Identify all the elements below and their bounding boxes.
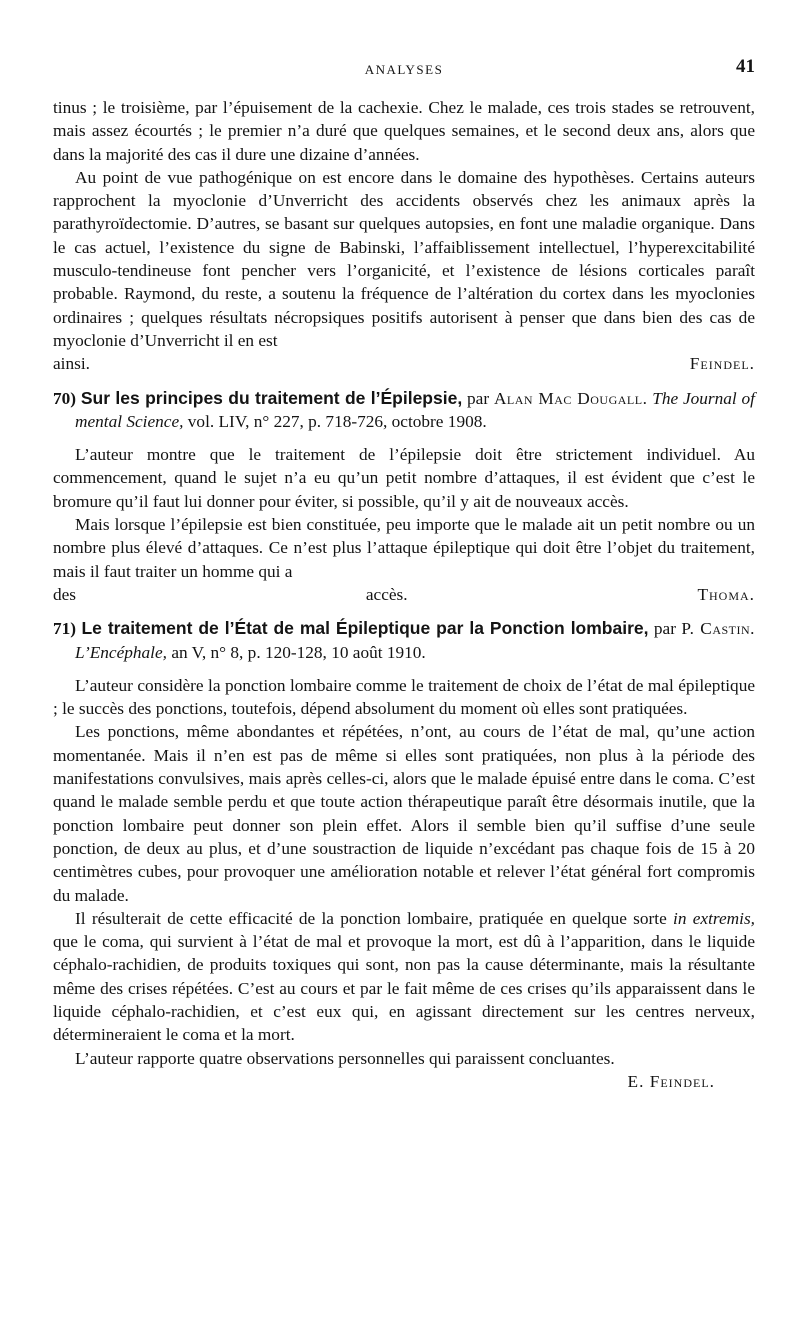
article-title: Le traitement de l’État de mal Épileptique par la Ponction lombaire, bbox=[81, 618, 649, 639]
page bbox=[53, 56, 755, 1093]
paragraph-last-word: ainsi. bbox=[53, 354, 90, 374]
latin-phrase: in extremis, bbox=[673, 908, 755, 928]
paragraph: L’auteur montre que le traitement de l’épilepsie doit être strictement individuel. Au commencement, quand le sujet n’a eu qu’un petit nombre d’attaques, il est évident que c’est le bromure qu’il faut lui donner pour éviter, si possible, qu’il y ait de nouveaux accès. bbox=[53, 445, 755, 511]
running-title: ANALYSES bbox=[364, 62, 444, 77]
article-author: P. Castin. bbox=[681, 619, 755, 639]
article-author: Alan Mac Dougall. bbox=[493, 388, 648, 408]
journal-name: The Journal of mental Science, bbox=[75, 388, 755, 431]
signature: Feindel. bbox=[689, 354, 755, 374]
paragraph bbox=[53, 907, 755, 1047]
paragraph: Mais lorsque l’épilepsie est bien constituée, peu importe que le malade ait un petit nombre ou un nombre plus élevé d’attaques. Ce n’est plus l’attaque épileptique qui doit être l’objet du traitement, mais il faut traiter un homme qui a bbox=[53, 515, 755, 581]
journal-reference: vol. LIV, n° 227, p. 718-726, octobre 1908. bbox=[187, 411, 487, 431]
paragraph: L’auteur considère la ponction lombaire comme le traitement de choix de l’état de mal épileptique ; le succès des ponctions, toutefois, dépend absolument du moment où elles sont pratiquées. bbox=[53, 675, 755, 719]
article-entry-70 bbox=[53, 387, 755, 434]
paragraph-end-with-signature bbox=[53, 352, 755, 375]
signature: E. Feindel. bbox=[627, 1071, 715, 1091]
signature: Thoma. bbox=[697, 584, 755, 604]
entry-number: 70) bbox=[53, 388, 77, 408]
paragraph: Les ponctions, même abondantes et répétées, n’ont, au cours de l’état de mal, qu’une action momentanée. Mais il n’en est pas de même si elles sont pratiquées, non plus à la période des manifestations convulsives, mais après celles-ci, alors que le malade épuisé entre dans le coma. C’est quand le malade semble perdu et que toute action thérapeutique paraît être désormais inutile, que la ponction lombaire peut donner son plein effet. Alors il semble bien qu’il suffise d’une seule ponction, de deux au plus, et d’une soustraction de liquide n’excédant pas chaque fois de 15 à 20 centimètres cubes, pour provoquer une amélioration notable et relever l’état général fort compromis du malade. bbox=[53, 722, 755, 905]
paragraph: L’auteur rapporte quatre observations personnelles qui paraissent concluantes. bbox=[75, 1048, 615, 1068]
paragraph: tinus ; le troisième, par l’épuisement de la cachexie. Chez le malade, ces trois stades se retrouvent, mais assez écourtés ; le premier n’a duré que quelques semaines, et le second deux ans, alors que dans la majorité des cas il dure une dizaine d’années. bbox=[53, 98, 755, 164]
by-word: par bbox=[653, 619, 676, 639]
paragraph: Au point de vue pathogénique on est encore dans le domaine des hypothèses. Certains auteurs rapprochent la myoclonie d’Unverricht des accidents observés chez les animaux après la parathyroïdectomie. D’autres, se basant sur quelques autopsies, en font une maladie organique. Dans le cas actuel, l’existence du signe de Babinski, l’affaiblissement intellectuel, l’hyperexcitabilité musculo-tendineuse font pencher vers l’organicité, et l’existence de lésions corticales paraît probable. Raymond, du reste, a soutenu la fréquence de l’altération du cortex dans les myoclonies ordinaires ; quelques résultats nécropsiques positifs autorisent à penser que dans bien des cas de myoclonie d’Unverricht il en est bbox=[53, 167, 755, 350]
page-number: 41 bbox=[736, 56, 755, 77]
journal-reference: an V, n° 8, p. 120-128, 10 août 1910. bbox=[171, 642, 426, 662]
page-header bbox=[53, 56, 755, 82]
paragraph-end-with-signature bbox=[53, 583, 755, 606]
paragraph-text: Il résulterait de cette efficacité de la ponction lombaire, pratiquée en quelque sorte bbox=[75, 908, 667, 928]
paragraph-last-word: des accès. bbox=[53, 584, 408, 604]
article-entry-71 bbox=[53, 617, 755, 664]
signature-line bbox=[53, 1070, 755, 1093]
entry-number: 71) bbox=[53, 619, 77, 639]
article-title: Sur les principes du traitement de l’Épilepsie, bbox=[80, 387, 463, 408]
journal-name: L’Encéphale, bbox=[75, 642, 167, 662]
by-word: par bbox=[467, 388, 490, 408]
paragraph-text: que le coma, qui survient à l’état de mal et provoque la mort, est dû à l’apparition, dans le liquide céphalo-rachidien, de produits toxiques qui sont, non pas la cause déterminante, mais la résultante même des crises répétées. C’est au cours et par le fait même de ces crises qu’ils apparaissent dans le liquide céphalo-rachidien, et c’est eux qui, en agissant directement sur les centres nerveux, détermineraient le coma et la mort. bbox=[53, 932, 755, 1045]
